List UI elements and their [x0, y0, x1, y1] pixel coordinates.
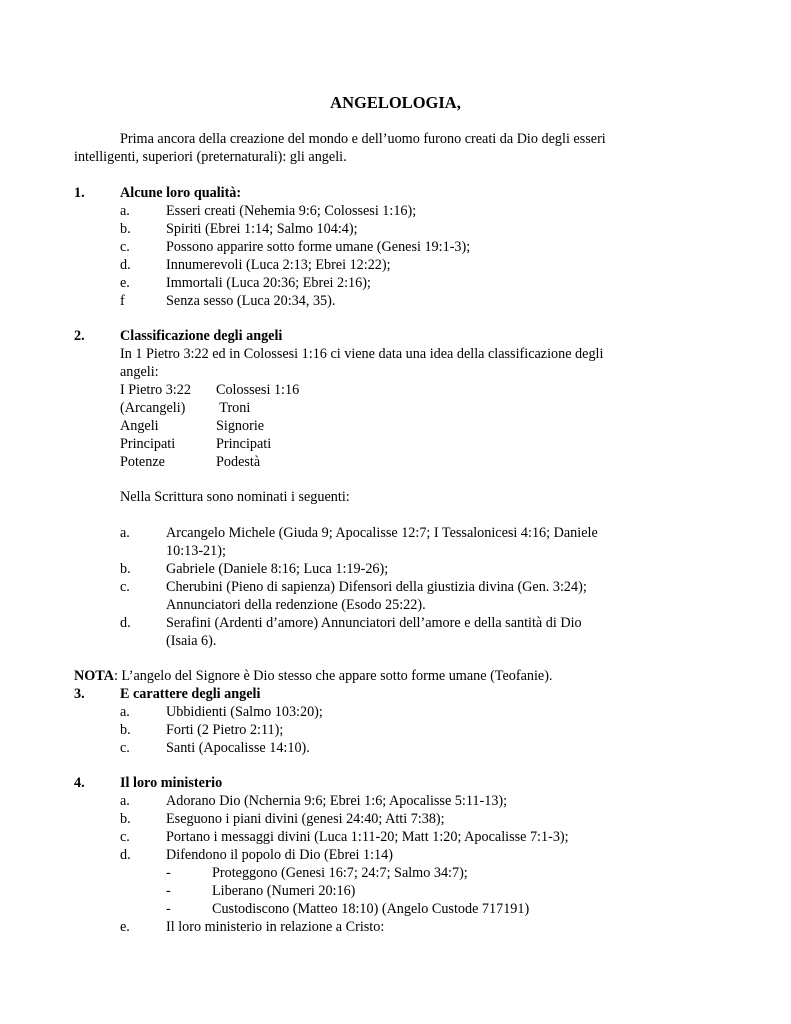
list-label: b.: [120, 221, 131, 237]
section-1-number: 1.: [74, 185, 85, 201]
list-item-continuation: 10:13-21);: [166, 543, 226, 559]
classification-cell: Principati: [120, 436, 176, 452]
section-4-heading: Il loro ministerio: [120, 775, 223, 791]
nota-text: : L’angelo del Signore è Dio stesso che appare sotto forme umane (Teofanie).: [113, 668, 553, 684]
classification-cell: Potenze: [120, 454, 165, 470]
list-item: Spiriti (Ebrei 1:14; Salmo 104:4);: [166, 221, 358, 237]
sub-list-dash: -: [166, 865, 171, 881]
list-item-continuation: (Isaia 6).: [166, 633, 217, 649]
list-label: a.: [120, 525, 130, 541]
classification-cell: Principati: [216, 436, 272, 452]
list-item: Esseri creati (Nehemia 9:6; Colossesi 1:16);: [166, 203, 417, 219]
list-item: Possono apparire sotto forme umane (Genesi 19:1-3);: [166, 239, 471, 255]
intro-line-1: Prima ancora della creazione del mondo e dell’uomo furono creati da Dio degli esseri: [120, 131, 606, 147]
list-item: Santi (Apocalisse 14:10).: [166, 740, 310, 756]
document-title: ANGELOLOGIA,: [330, 93, 461, 112]
list-item-continuation: Annunciatori della redenzione (Esodo 25:22).: [166, 597, 426, 613]
classification-cell: Signorie: [216, 418, 265, 434]
section-2-paragraph-line-2: angeli:: [120, 364, 159, 380]
classification-cell: Podestà: [216, 454, 261, 470]
sub-list-item: Custodiscono (Matteo 18:10) (Angelo Custode 717191): [212, 901, 530, 917]
classification-cell: I Pietro 3:22: [120, 382, 191, 398]
list-item: Gabriele (Daniele 8:16; Luca 1:19-26);: [166, 561, 389, 577]
list-item: Innumerevoli (Luca 2:13; Ebrei 12:22);: [166, 257, 391, 273]
list-label: b.: [120, 561, 131, 577]
section-4-number: 4.: [74, 775, 85, 791]
nota-label: NOTA: [74, 668, 114, 684]
classification-cell: Troni: [216, 400, 251, 416]
section-3-number: 3.: [74, 686, 85, 702]
list-label: b.: [120, 722, 131, 738]
named-angels-intro: Nella Scrittura sono nominati i seguenti:: [120, 489, 350, 505]
list-label: a.: [120, 704, 130, 720]
sub-list-dash: -: [166, 883, 171, 899]
list-item: Eseguono i piani divini (genesi 24:40; Atti 7:38);: [166, 811, 445, 827]
list-item: Portano i messaggi divini (Luca 1:11-20; Matt 1:20; Apocalisse 7:1-3);: [166, 829, 569, 845]
classification-cell: Angeli: [120, 418, 159, 434]
list-label: b.: [120, 811, 131, 827]
sub-list-item: Proteggono (Genesi 16:7; 24:7; Salmo 34:7);: [212, 865, 468, 881]
list-label: a.: [120, 203, 130, 219]
list-item: Ubbidienti (Salmo 103:20);: [166, 704, 323, 720]
sub-list-dash: -: [166, 901, 171, 917]
list-label: c.: [120, 740, 130, 756]
section-2-heading: Classificazione degli angeli: [120, 328, 283, 344]
list-label: d.: [120, 257, 131, 273]
list-label: d.: [120, 615, 131, 631]
list-item: Serafini (Ardenti d’amore) Annunciatori dell’amore e della santità di Dio: [166, 615, 582, 631]
list-label: e.: [120, 275, 130, 291]
list-item: Adorano Dio (Nchernia 9:6; Ebrei 1:6; Apocalisse 5:11-13);: [166, 793, 508, 809]
section-1-heading: Alcune loro qualità:: [120, 185, 242, 201]
intro-line-2: intelligenti, superiori (preternaturali): gli angeli.: [74, 149, 347, 165]
section-2-paragraph-line-1: In 1 Pietro 3:22 ed in Colossesi 1:16 ci viene data una idea della classificazione degli: [120, 346, 604, 362]
classification-cell: Colossesi 1:16: [216, 382, 300, 398]
list-label: c.: [120, 579, 130, 595]
list-item: Immortali (Luca 20:36; Ebrei 2:16);: [166, 275, 371, 291]
list-item: Il loro ministerio in relazione a Cristo:: [166, 919, 385, 935]
list-label: d.: [120, 847, 131, 863]
section-2-number: 2.: [74, 328, 85, 344]
nota-paragraph: [74, 667, 552, 685]
sub-list-item: Liberano (Numeri 20:16): [212, 883, 356, 899]
list-item: Forti (2 Pietro 2:11);: [166, 722, 284, 738]
classification-cell: (Arcangeli): [120, 400, 186, 416]
list-label: f: [120, 293, 125, 309]
list-label: a.: [120, 793, 130, 809]
intro-paragraph: [74, 130, 674, 166]
list-item: Cherubini (Pieno di sapienza) Difensori della giustizia divina (Gen. 3:24);: [166, 579, 587, 595]
list-label: e.: [120, 919, 130, 935]
section-3-heading: E carattere degli angeli: [120, 686, 261, 702]
list-label: c.: [120, 829, 130, 845]
list-item: Difendono il popolo di Dio (Ebrei 1:14): [166, 847, 393, 863]
list-item: Arcangelo Michele (Giuda 9; Apocalisse 12:7; I Tessalonicesi 4:16; Daniele: [166, 525, 598, 541]
list-item: Senza sesso (Luca 20:34, 35).: [166, 293, 336, 309]
list-label: c.: [120, 239, 130, 255]
